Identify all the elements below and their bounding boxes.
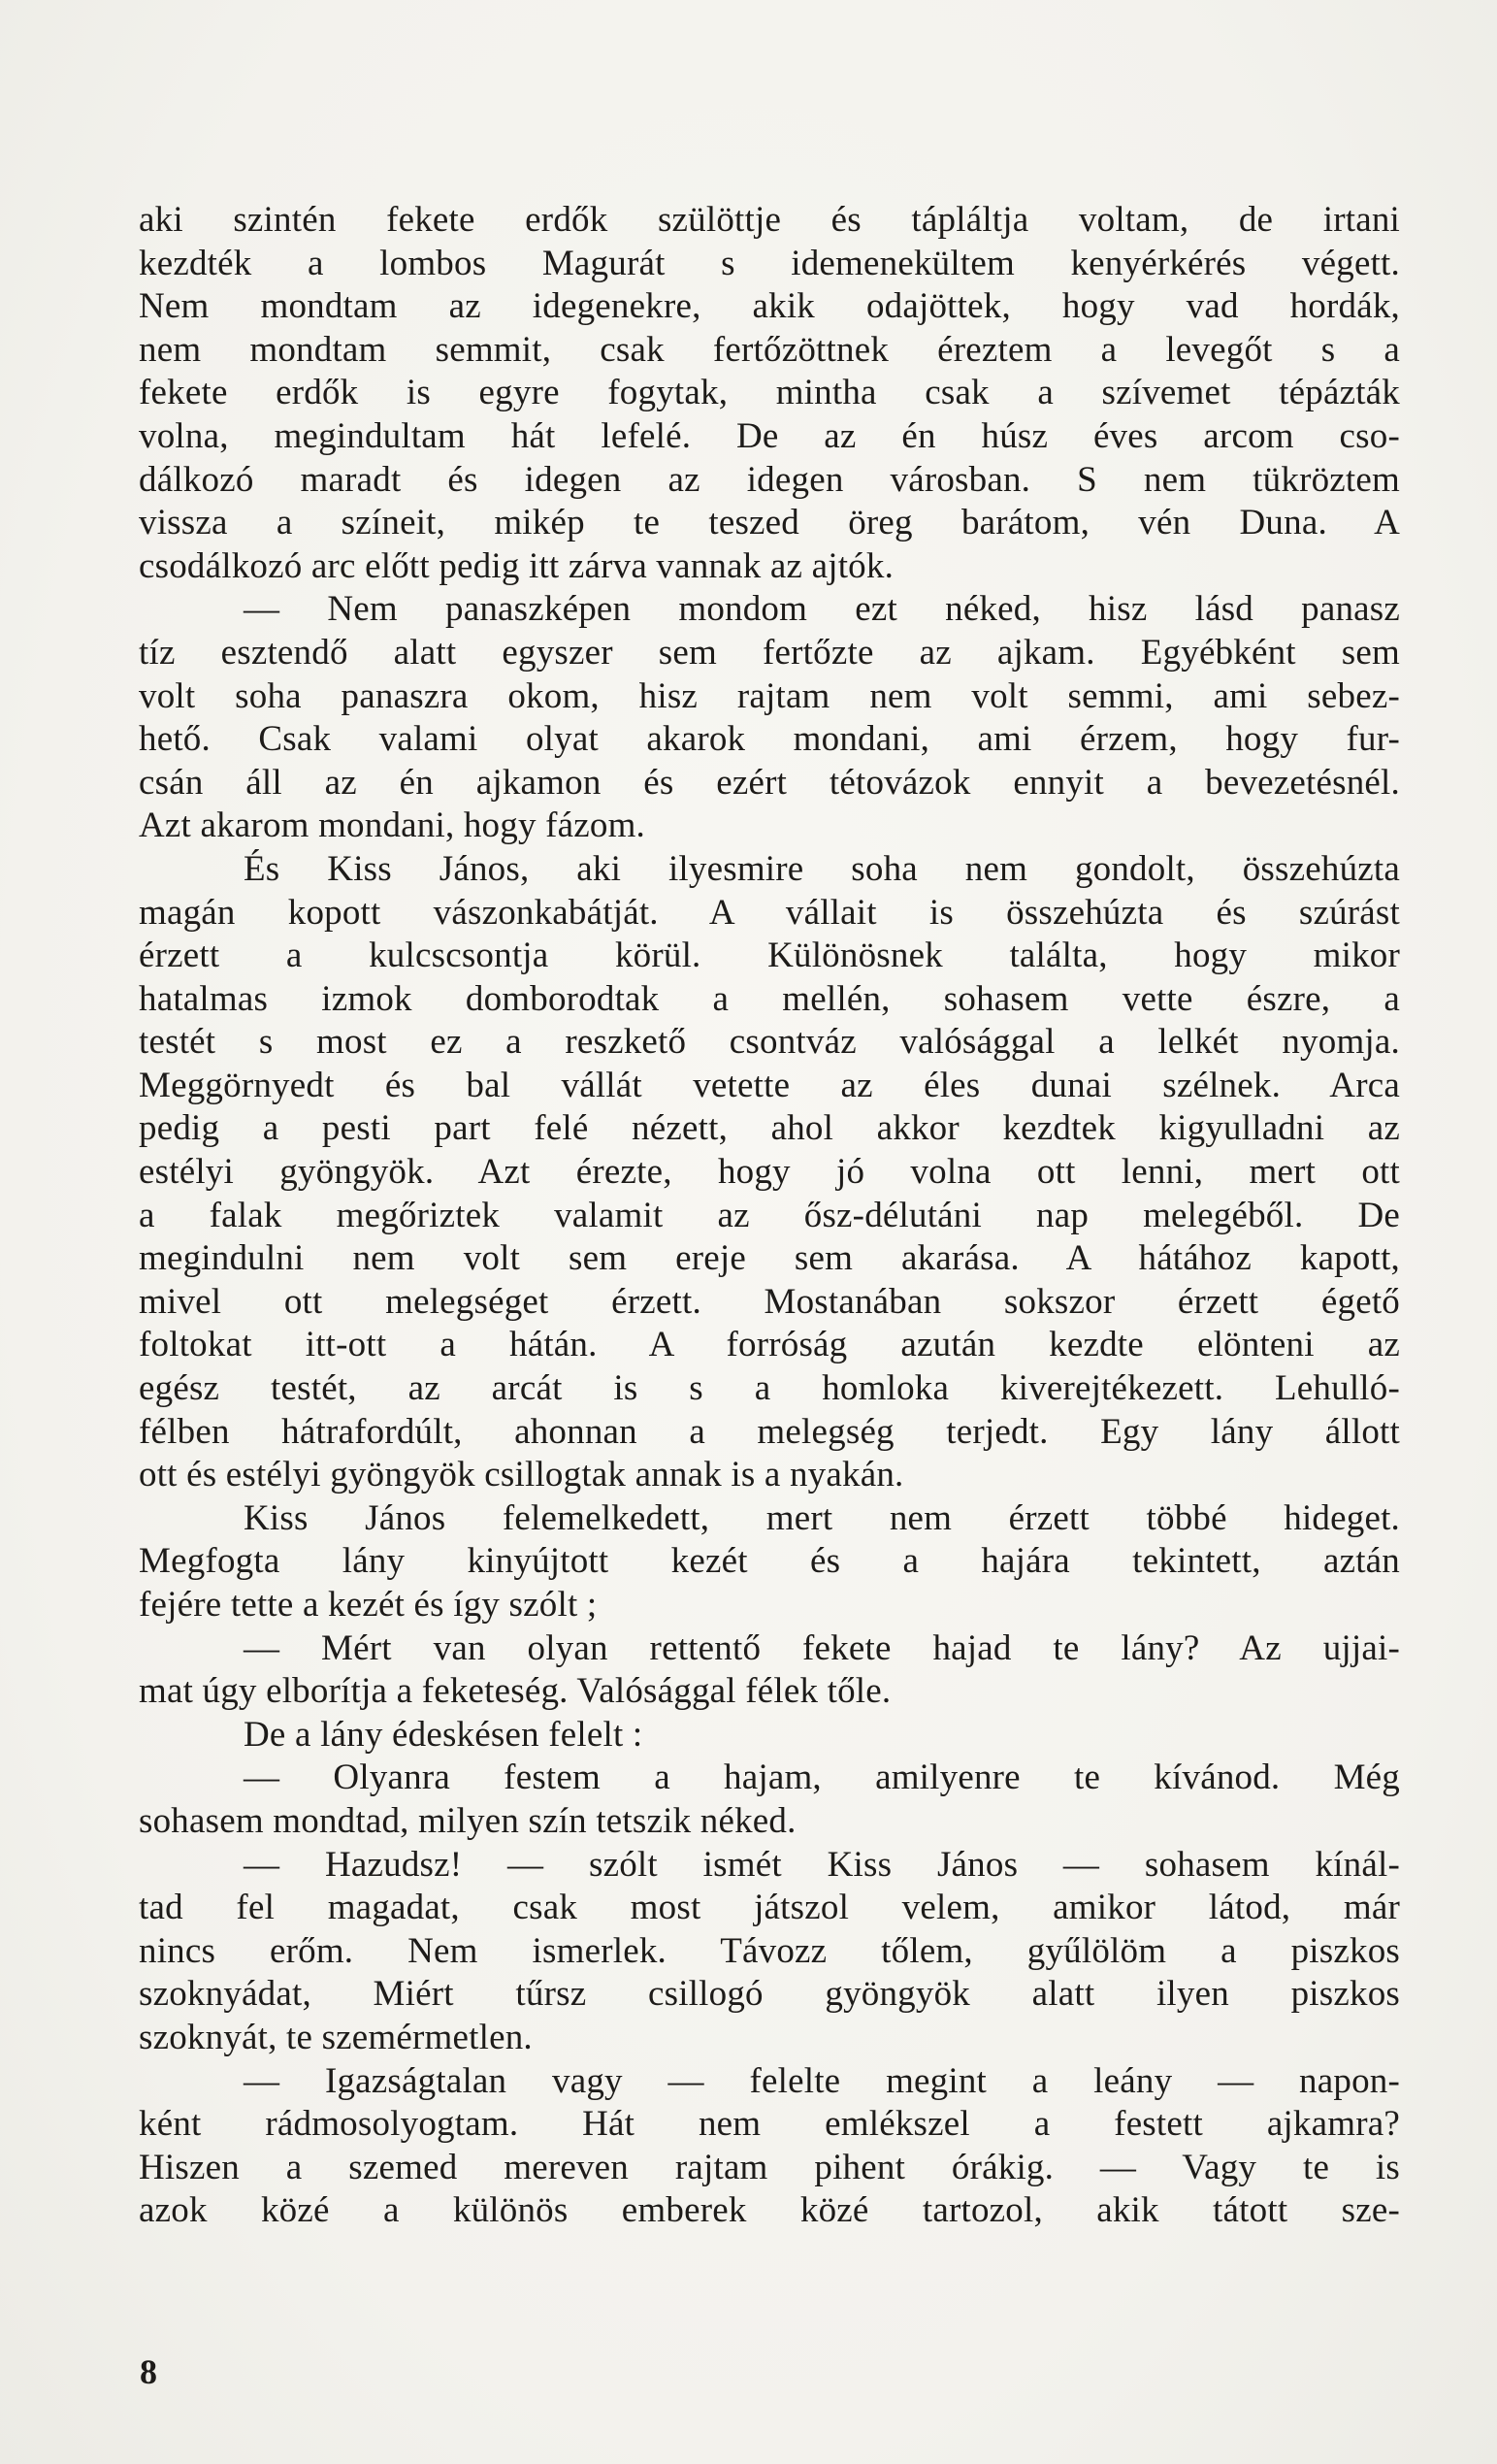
text-line: vissza a színeit, mikép te teszed öreg barátom, vén Duna. A [139,503,1400,543]
text-line: — Igazságtalan vagy — felelte megint a leány — napon- [244,2060,1400,2101]
text-line: És Kiss János, aki ilyesmire soha nem gondolt, összehúzta [244,848,1400,889]
text-line: kezdték a lombos Magurát s idemenekültem kenyérkérés végett. [139,243,1400,283]
page-number: 8 [140,2352,157,2391]
text-line: — Nem panaszképen mondom ezt néked, hisz lásd panasz [244,589,1400,630]
text-line: estélyi gyöngyök. Azt érezte, hogy jó volna ott lenni, mert ott [139,1152,1400,1193]
text-line: — Olyanra festem a hajam, amilyenre te kívánod. Még [244,1758,1400,1798]
text-line: testét s most ez a reszkető csontváz valósággal a lelkét nyomja. [139,1022,1400,1063]
text-line: dálkozó maradt és idegen az idegen városban. S nem tükröztem [139,459,1400,500]
text-line: megindulni nem volt sem ereje sem akarása. A hátához kapott, [139,1238,1400,1279]
text-line: hatalmas izmok domborodtak a mellén, sohasem vette észre, a [139,978,1400,1019]
text-line: fejére tette a kezét és így szólt ; [139,1585,598,1625]
text-line: aki szintén fekete erdők szülöttje és tápláltja voltam, de irtani [139,200,1400,240]
text-line: mat úgy elborítja a feketeség. Valósággal félek tőle. [139,1671,892,1712]
text-line: hető. Csak valami olyat akarok mondani, ami érzem, hogy fur- [139,719,1400,760]
text-line: — Hazudsz! — szólt ismét Kiss János — sohasem kínál- [244,1844,1400,1885]
text-line: mivel ott melegséget érzett. Mostanában sokszor érzett égető [139,1281,1400,1322]
text-line: ként rádmosolyogtam. Hát nem emlékszel a festett ajkamra? [139,2104,1400,2145]
text-line: nem mondtam semmit, csak fertőzöttnek éreztem a levegőt s a [139,329,1400,370]
text-line: tad fel magadat, csak most játszol velem, amikor látod, már [139,1888,1400,1928]
text-line: szoknyádat, Miért tűrsz csillogó gyöngyök alatt ilyen piszkos [139,1974,1400,2015]
text-line: magán kopott vászonkabátját. A vállait is összehúzta és szúrást [139,892,1400,933]
text-line: csodálkozó arc előtt pedig itt zárva vannak az ajtók. [139,545,895,586]
text-line: egész testét, az arcát is s a homloka kiverejtékezett. Lehulló- [139,1368,1400,1409]
text-line: nincs erőm. Nem ismerlek. Távozz tőlem, gyűlölöm a piszkos [139,1930,1400,1971]
text-line: Megfogta lány kinyújtott kezét és a hajára tekintett, aztán [139,1541,1400,1582]
text-line: félben hátrafordúlt, ahonnan a melegség terjedt. Egy lány állott [139,1411,1400,1452]
text-line: sohasem mondtad, milyen szín tetszik néked. [139,1800,797,1841]
text-line: Kiss János felemelkedett, mert nem érzett többé hideget. [244,1497,1400,1538]
text-line: ott és estélyi gyöngyök csillogtak annak is a nyakán. [139,1455,904,1495]
text-line: volt soha panaszra okom, hisz rajtam nem volt semmi, ami sebez- [139,675,1400,716]
text-line: pedig a pesti part felé nézett, ahol akkor kezdtek kigyulladni az [139,1108,1400,1149]
body-text [139,199,1400,2233]
text-line: a falak megőriztek valamit az ősz-délutáni nap melegéből. De [139,1195,1400,1235]
text-line: foltokat itt-ott a hátán. A forróság azután kezdte elönteni az [139,1325,1400,1365]
text-line: — Mért van olyan rettentő fekete hajad te lány? Az ujjai- [244,1627,1400,1668]
text-line: csán áll az én ajkamon és ezért tétovázok ennyit a bevezetésnél. [139,762,1400,803]
text-line: Azt akarom mondani, hogy fázom. [139,805,645,846]
text-line: volna, megindultam hát lefelé. De az én húsz éves arcom cso- [139,415,1400,456]
text-line: Nem mondtam az idegenekre, akik odajöttek, hogy vad hordák, [139,286,1400,327]
text-line: érzett a kulcscsontja körül. Különösnek találta, hogy mikor [139,936,1400,976]
text-line: Meggörnyedt és bal vállát vetette az éles dunai szélnek. Arca [139,1065,1400,1105]
text-line: Hiszen a szemed mereven rajtam pihent órákig. — Vagy te is [139,2147,1400,2187]
text-line: fekete erdők is egyre fogytak, mintha csak a szívemet tépázták [139,373,1400,413]
text-line: tíz esztendő alatt egyszer sem fertőzte az ajkam. Egyébként sem [139,632,1400,673]
text-line: De a lány édeskésen felelt : [244,1714,643,1755]
text-line: azok közé a különös emberek közé tartozol, akik tátott sze- [139,2190,1400,2231]
text-line: szoknyát, te szemérmetlen. [139,2017,533,2057]
